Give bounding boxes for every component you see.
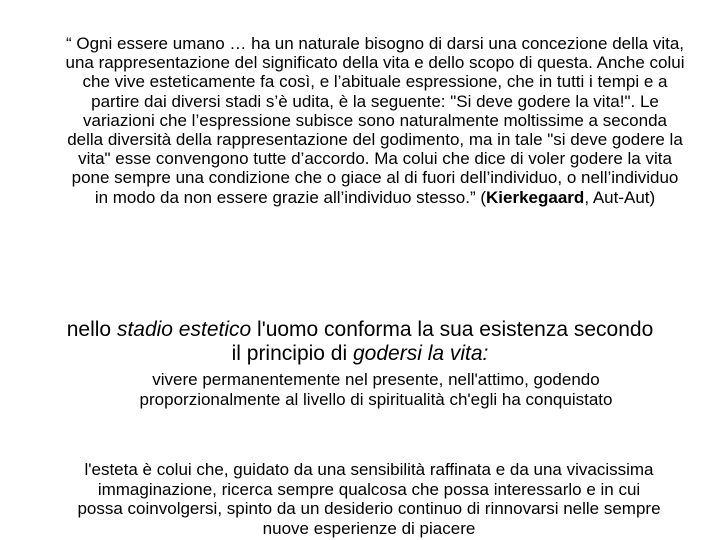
lead-italic-godersi-la-vita: godersi la vita: <box>352 342 489 365</box>
lead-part-2: l'uomo conforma la sua esistenza secondo il principio di <box>231 318 654 365</box>
lead-part-1: nello <box>66 318 117 341</box>
lead-italic-stadio-estetico: stadio estetico <box>116 318 252 341</box>
aesthetic-stage-statement <box>60 318 660 366</box>
esteta-definition-text: l'esteta è colui che, guidato da una sensibilità raffinata e da una vivacissima immaginazione, ricerca sempre qualcosa che possa interessarlo e in cui possa coinvolgersi, spinto da un desiderio continuo di rinnovarsi nelle sempre nuove esperienze di piacere <box>77 460 661 538</box>
quote-author: Kierkegaard <box>486 187 585 207</box>
quote-text: “ Ogni essere umano … ha un naturale bisogno di darsi una concezione della vita, una rappresentazione del significato della vita e dello scopo di questa. Anche colui che vive esteticamente fa così, e l’abituale espressione, che in tutti i tempi e a partire dai diversi stadi s’è udita, è la seguente: "Si deve godere la vita!". Le variazioni che l’espressione subisce sono naturalmente moltissime a seconda della diversità della rappresentazione del godimento, ma in tale "si deve godere la vita" esse convengono tutte d’accordo. Ma colui che dice di voler godere la vita pone sempre una condizione che o giace al di fuori dell’individuo, o nell’individuo in modo da non essere grazie all’individuo stesso.” ( <box>65 34 685 207</box>
quote-source: , Aut-Aut) <box>584 187 656 207</box>
kierkegaard-quote <box>64 34 686 207</box>
living-in-present-text: vivere permanentemente nel presente, nell'attimo, godendo proporzionalmente al livello di spiritualità ch'egli ha conquistato <box>139 370 613 409</box>
